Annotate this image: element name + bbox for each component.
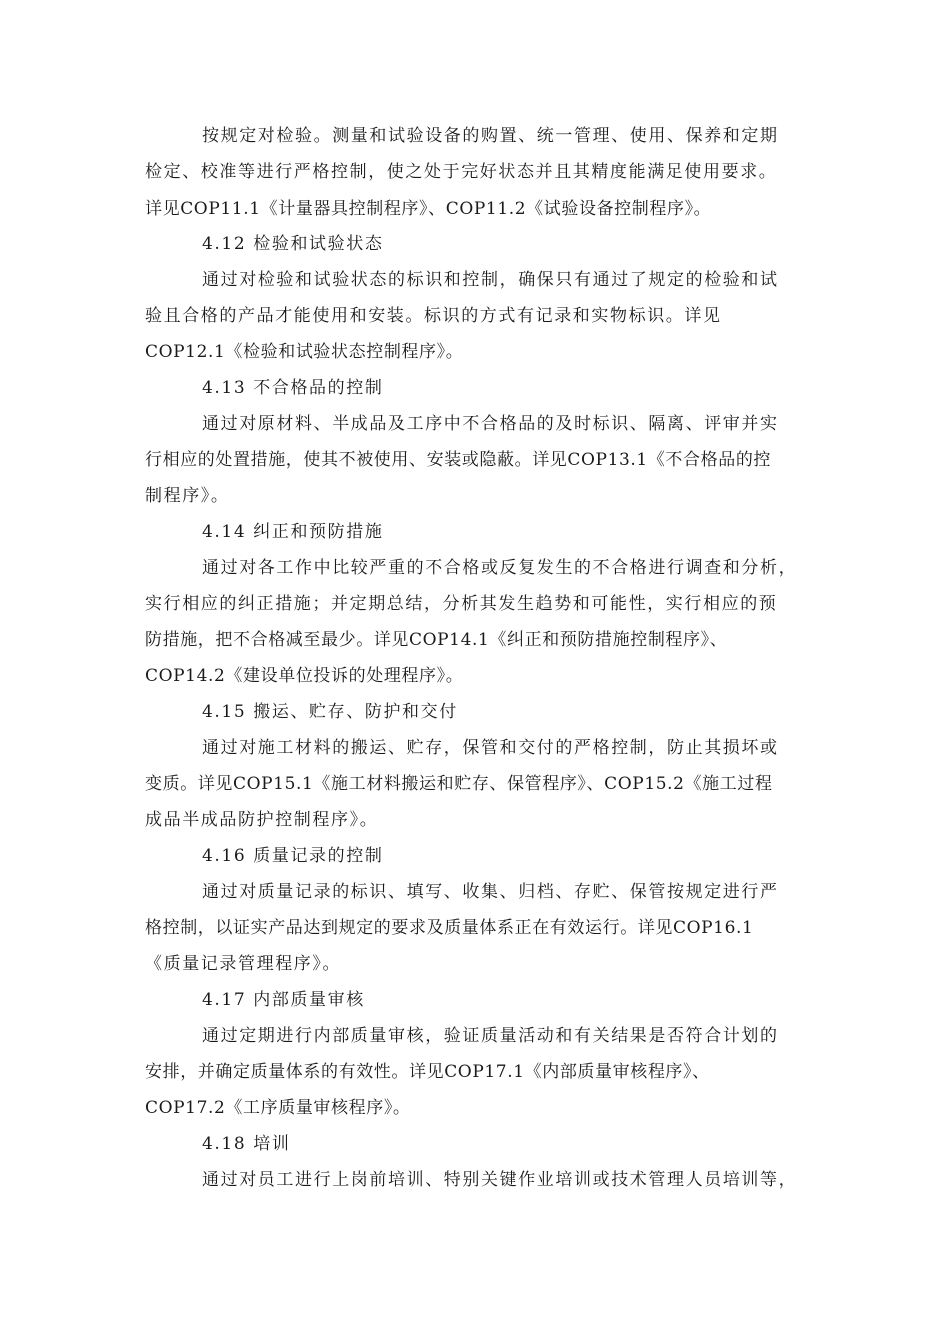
paragraph-line: 检定、校准等进行严格控制，使之处于完好状态并且其精度能满足使用要求。 [145, 162, 778, 182]
paragraph-line: 通过对检验和试验状态的标识和控制，确保只有通过了规定的检验和试 [202, 270, 779, 290]
paragraph-line: 通过对原材料、半成品及工序中不合格品的及时标识、隔离、评审并实 [202, 414, 779, 434]
paragraph-line: 成品半成品防护控制程序》。 [145, 810, 379, 830]
section-heading: 4.14 纠正和预防措施 [202, 522, 384, 542]
section-heading: 4.15 搬运、贮存、防护和交付 [202, 702, 458, 722]
paragraph-line: 格控制，以证实产品达到规定的要求及质量体系正在有效运行。详见COP16.1 [145, 918, 754, 938]
paragraph-line: COP17.2《工序质量审核程序》。 [145, 1098, 411, 1118]
paragraph-line: 通过对质量记录的标识、填写、收集、归档、存贮、保管按规定进行严 [202, 882, 779, 902]
paragraph-line: 行相应的处置措施，使其不被使用、安装或隐蔽。详见COP13.1《不合格品的控 [145, 450, 772, 470]
paragraph-line: 实行相应的纠正措施；并定期总结，分析其发生趋势和可能性，实行相应的预 [145, 594, 778, 614]
paragraph-line: 《质量记录管理程序》。 [145, 954, 342, 974]
section-heading: 4.13 不合格品的控制 [202, 378, 384, 398]
section-heading: 4.18 培训 [202, 1134, 291, 1154]
paragraph-line: 按规定对检验。测量和试验设备的购置、统一管理、使用、保养和定期 [202, 126, 779, 146]
paragraph-line: COP14.2《建设单位投诉的处理程序》。 [145, 666, 464, 686]
paragraph-line: 安排，并确定质量体系的有效性。详见COP17.1《内部质量审核程序》、 [145, 1062, 710, 1082]
section-heading: 4.17 内部质量审核 [202, 990, 365, 1010]
paragraph-line: 通过对施工材料的搬运、贮存，保管和交付的严格控制，防止其损坏或 [202, 738, 779, 758]
paragraph-line: 制程序》。 [145, 486, 230, 506]
section-heading: 4.12 检验和试验状态 [202, 234, 384, 254]
paragraph-line: 详见COP11.1《计量器具控制程序》、COP11.2《试验设备控制程序》。 [145, 199, 712, 219]
paragraph-line: 验且合格的产品才能使用和安装。标识的方式有记录和实物标识。详见 [145, 306, 722, 326]
paragraph-line: COP12.1《检验和试验状态控制程序》。 [145, 342, 464, 362]
section-heading: 4.16 质量记录的控制 [202, 846, 384, 866]
paragraph-line: 通过对员工进行上岗前培训、特别关键作业培训或技术管理人员培训等， [202, 1170, 798, 1190]
paragraph-line: 通过对各工作中比较严重的不合格或反复发生的不合格进行调查和分析， [202, 558, 798, 578]
paragraph-line: 变质。详见COP15.1《施工材料搬运和贮存、保管程序》、COP15.2《施工过程 [145, 774, 773, 794]
paragraph-line: 通过定期进行内部质量审核，验证质量活动和有关结果是否符合计划的 [202, 1026, 779, 1046]
paragraph-line: 防措施，把不合格减至最少。详见COP14.1《纠正和预防措施控制程序》、 [145, 630, 728, 650]
